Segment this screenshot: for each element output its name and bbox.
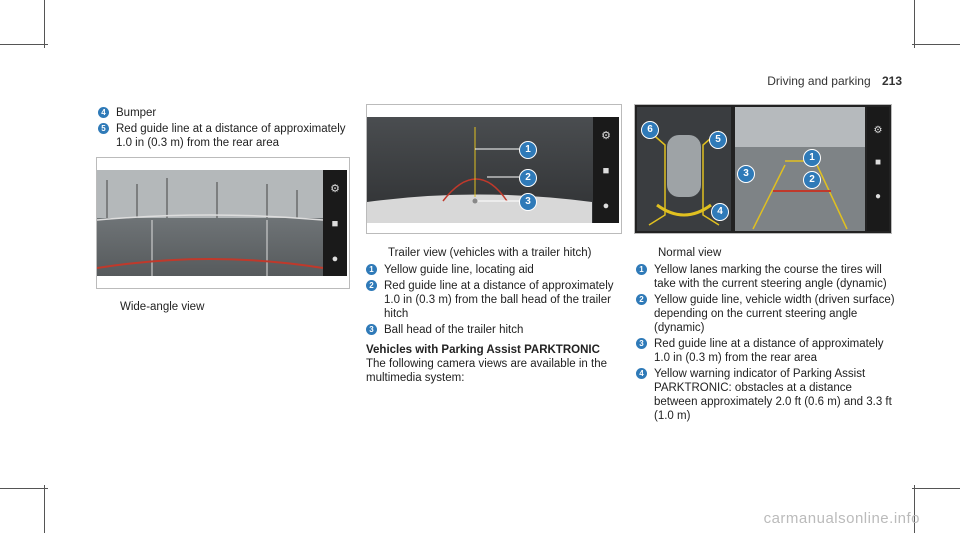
list-item: [366, 323, 622, 337]
normal-view-figure: [634, 104, 892, 234]
item-text: Yellow warning indicator of Parking Assist PARKTRONIC: obstacles at a distance between approximately 2.0 ft (0.6 m) and 3.3 ft (1.0 m): [654, 368, 892, 422]
item-text: Bumper: [116, 107, 157, 119]
item-text: Yellow lanes marking the course the tires will take with the current steering angle (dynamic): [654, 264, 887, 290]
right-column: [636, 246, 898, 425]
paragraph: The following camera views are available in the multimedia system:: [366, 358, 607, 384]
crop-mark: [912, 44, 960, 45]
list-item: [366, 263, 622, 277]
item-number: 1: [366, 264, 377, 275]
camera-sidebar: [593, 117, 619, 223]
callout-2: 2: [519, 169, 537, 187]
page-number: 213: [881, 74, 902, 88]
crop-mark: [44, 0, 45, 48]
item-number: 5: [98, 123, 109, 134]
trailer-view-figure: [366, 104, 622, 234]
crop-mark: [44, 485, 45, 533]
camera-icon: ⚙: [873, 125, 883, 136]
car-top-view: [667, 135, 701, 197]
list-item: [636, 263, 898, 291]
list-item: [636, 337, 898, 365]
crop-mark: [0, 44, 48, 45]
callout-5: 5: [709, 131, 727, 149]
trailer-image: [367, 117, 619, 223]
camera-icon: ⚙: [330, 182, 340, 195]
figure-caption: Normal view: [658, 247, 722, 259]
left-column: [98, 106, 354, 152]
crop-mark: [914, 0, 915, 48]
item-number: 2: [636, 294, 647, 305]
settings-icon: ●: [331, 252, 339, 265]
callout-1: 1: [519, 141, 537, 159]
ball-head: [473, 199, 478, 204]
list-item: [366, 279, 622, 321]
normal-view-image: [635, 105, 891, 233]
middle-column: [366, 246, 622, 385]
section-heading: Vehicles with Parking Assist PARKTRONIC: [366, 344, 600, 356]
car-icon: ■: [874, 157, 882, 168]
parking-lot: [735, 107, 865, 147]
list-item: [98, 106, 354, 120]
list-item: [636, 293, 898, 335]
callout-6: 6: [641, 121, 659, 139]
item-text: Red guide line at a distance of approximately 1.0 in (0.3 m) from the rear area: [654, 338, 884, 364]
camera-screen: [97, 170, 347, 276]
callout-3: 3: [737, 165, 755, 183]
item-number: 4: [98, 107, 109, 118]
item-text: Red guide line at a distance of approximately 1.0 in (0.3 m) from the ball head of the trailer hitch: [384, 280, 614, 320]
watermark: carmanualsonline.info: [763, 510, 920, 527]
car-icon: ■: [602, 164, 610, 177]
red-guide-line: [97, 259, 323, 268]
crop-mark: [912, 488, 960, 489]
callout-2: 2: [803, 171, 821, 189]
figure-caption: Trailer view (vehicles with a trailer hitch): [388, 247, 592, 259]
section-title: Driving and parking: [767, 74, 871, 88]
list-item: [636, 367, 898, 423]
item-text: Yellow guide line, vehicle width (driven surface) depending on the current steering angle (dynamic): [654, 294, 895, 334]
callout-1: 1: [803, 149, 821, 167]
item-text: Red guide line at a distance of approximately 1.0 in (0.3 m) from the rear area: [116, 123, 346, 149]
bumper: [367, 195, 592, 224]
list-item: [98, 122, 354, 150]
camera-screen: [367, 117, 619, 223]
settings-icon: ●: [602, 199, 610, 212]
settings-icon: ●: [874, 191, 882, 202]
camera-sidebar: [323, 170, 347, 276]
item-number: 3: [636, 338, 647, 349]
callout-3: 3: [519, 193, 537, 211]
wide-angle-figure: [96, 157, 350, 289]
sky: [97, 170, 323, 218]
left-caption: [98, 300, 354, 314]
item-number: 2: [366, 280, 377, 291]
callout-4: 4: [711, 203, 729, 221]
item-text: Ball head of the trailer hitch: [384, 324, 524, 336]
item-text: Yellow guide line, locating aid: [384, 264, 534, 276]
item-number: 1: [636, 264, 647, 275]
figure-caption: Wide-angle view: [120, 301, 205, 313]
item-number: 3: [366, 324, 377, 335]
item-number: 4: [636, 368, 647, 379]
camera-icon: ⚙: [601, 129, 611, 142]
wide-angle-image: [97, 170, 347, 276]
crop-mark: [0, 488, 48, 489]
page-header: [767, 74, 902, 88]
car-icon: ■: [331, 217, 339, 230]
